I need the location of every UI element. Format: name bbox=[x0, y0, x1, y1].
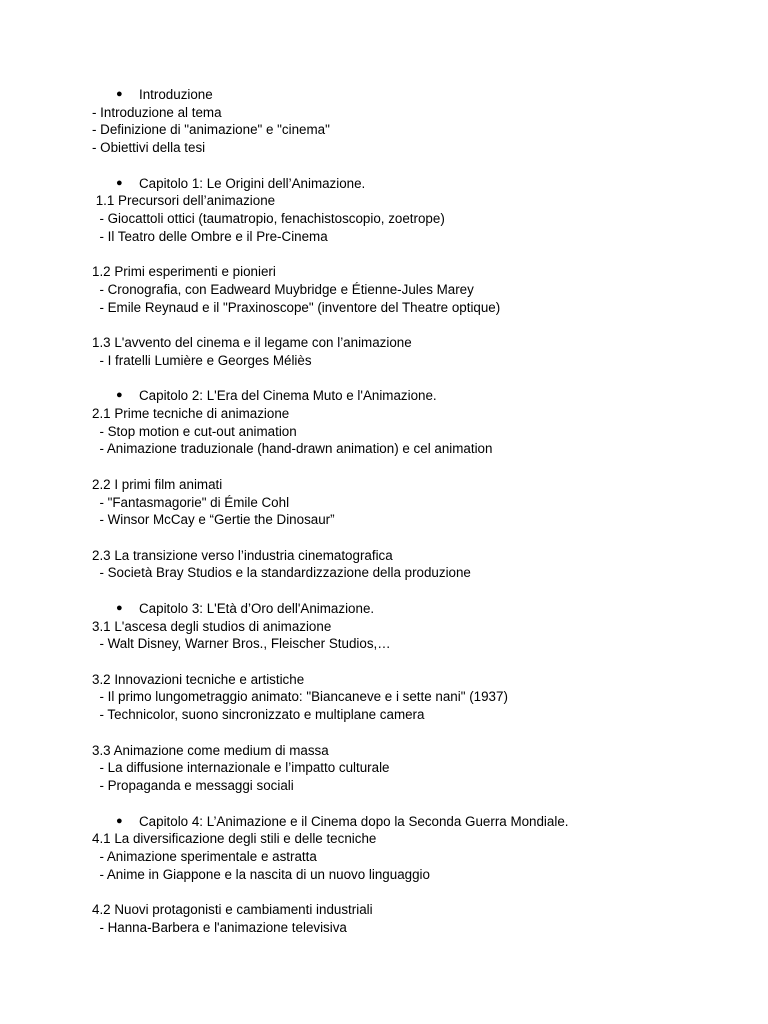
outline-subitem: - Il Teatro delle Ombre e il Pre-Cinema bbox=[92, 228, 328, 244]
outline-subitem: - Definizione di "animazione" e "cinema" bbox=[92, 122, 330, 138]
outline-subitem: - "Fantasmagorie" di Émile Cohl bbox=[92, 494, 290, 510]
outline-subitem: - Società Bray Studios e la standardizzazione della produzione bbox=[92, 565, 471, 581]
subsection-heading: 1.3 L'avvento del cinema e il legame con l’animazione bbox=[92, 335, 412, 351]
outline-subitem: - Winsor McCay e “Gertie the Dinosaur” bbox=[92, 512, 335, 528]
subsection-heading: 3.1 L'ascesa degli studios di animazione bbox=[92, 618, 332, 634]
outline-subitem: - Introduzione al tema bbox=[92, 104, 222, 120]
outline-subitem: - Animazione traduzionale (hand-drawn animation) e cel animation bbox=[92, 441, 493, 457]
outline-subitem: - Animazione sperimentale e astratta bbox=[92, 848, 317, 864]
section-heading: Capitolo 1: Le Origini dell’Animazione. bbox=[139, 175, 366, 191]
outline-subitem: - Anime in Giappone e la nascita di un nuovo linguaggio bbox=[92, 866, 430, 882]
subsection-heading: 1.2 Primi esperimenti e pionieri bbox=[92, 264, 276, 280]
bullet-icon: ● bbox=[116, 176, 123, 189]
outline-subitem: - Technicolor, suono sincronizzato e multiplane camera bbox=[92, 707, 425, 723]
subsection-heading: 4.1 La diversificazione degli stili e delle tecniche bbox=[92, 831, 377, 847]
subsection-heading: 2.1 Prime tecniche di animazione bbox=[92, 405, 290, 421]
bullet-icon: ● bbox=[116, 389, 123, 402]
bullet-icon: ● bbox=[116, 88, 123, 100]
outline-subitem: - Walt Disney, Warner Bros., Fleischer Studios,… bbox=[92, 636, 391, 652]
bullet-icon: ● bbox=[116, 814, 123, 827]
subsection-heading: 2.3 La transizione verso l’industria cinematografica bbox=[92, 547, 393, 563]
outline-subitem: - Stop motion e cut-out animation bbox=[92, 423, 297, 439]
subsection-heading: 3.3 Animazione come medium di massa bbox=[92, 742, 329, 758]
outline-subitem: - Hanna-Barbera e l'animazione televisiva bbox=[92, 919, 347, 935]
subsection-heading: 4.2 Nuovi protagonisti e cambiamenti industriali bbox=[92, 902, 373, 918]
outline-subitem: - Il primo lungometraggio animato: "Biancaneve e i sette nani" (1937) bbox=[92, 689, 508, 705]
outline-subitem: - La diffusione internazionale e l’impatto culturale bbox=[92, 760, 390, 776]
section-heading: Introduzione bbox=[139, 87, 213, 102]
subsection-heading: 3.2 Innovazioni tecniche e artistiche bbox=[92, 671, 305, 687]
section-heading: Capitolo 4: L’Animazione e il Cinema dopo la Seconda Guerra Mondiale. bbox=[139, 813, 569, 829]
bullet-icon: ● bbox=[116, 601, 123, 614]
outline-subitem: - Cronografia, con Eadweard Muybridge e Étienne-Jules Marey bbox=[92, 281, 474, 297]
outline-subitem: - Propaganda e messaggi sociali bbox=[92, 778, 294, 794]
section-heading: Capitolo 2: L'Era del Cinema Muto e l'Animazione. bbox=[139, 388, 437, 404]
outline-subitem: - Obiettivi della tesi bbox=[92, 140, 206, 156]
outline-subitem: - I fratelli Lumière e Georges Méliès bbox=[92, 352, 312, 368]
outline-subitem: - Giocattoli ottici (taumatropio, fenachistoscopio, zoetrope) bbox=[92, 211, 445, 227]
section-heading: Capitolo 3: L'Età d’Oro dell'Animazione. bbox=[139, 600, 375, 616]
outline-subitem: - Emile Reynaud e il "Praxinoscope" (inventore del Theatre optique) bbox=[92, 299, 501, 315]
subsection-heading: 2.2 I primi film animati bbox=[92, 476, 223, 492]
subsection-heading: 1.1 Precursori dell’animazione bbox=[92, 193, 276, 209]
